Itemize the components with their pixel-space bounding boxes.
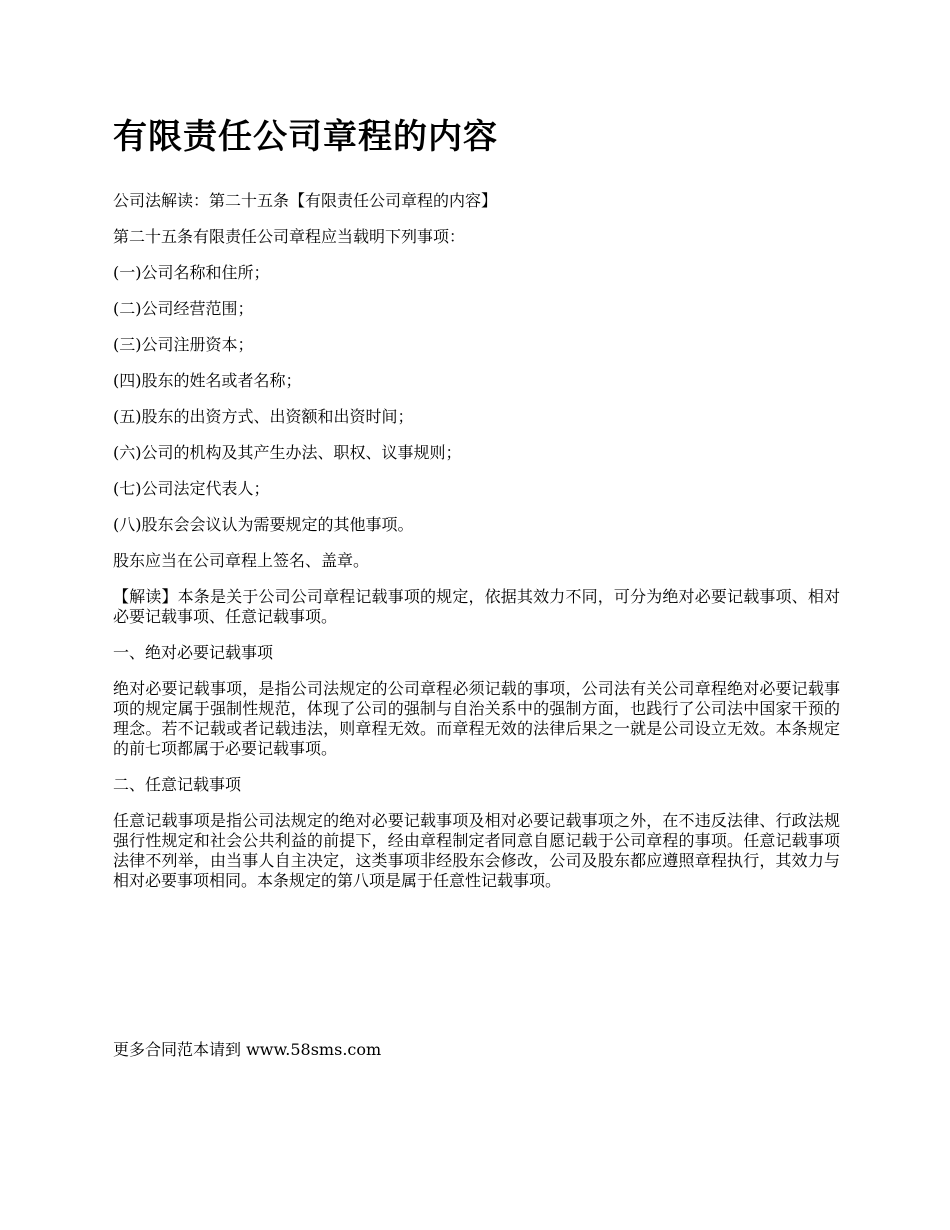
paragraph-interpretation: 【解读】本条是关于公司公司章程记载事项的规定，依据其效力不同，可分为绝对必要记载事项、相对必要记载事项、任意记载事项。 bbox=[113, 587, 840, 626]
list-item-4: (四)股东的姓名或者名称； bbox=[113, 371, 302, 390]
list-item-3: (三)公司注册资本； bbox=[113, 335, 254, 354]
section-heading-optional: 二、任意记载事项 bbox=[113, 775, 242, 794]
document-body bbox=[113, 112, 840, 907]
footer-note: 更多合同范本请到 www.58sms.com bbox=[113, 1040, 382, 1059]
paragraph-intro: 公司法解读：第二十五条【有限责任公司章程的内容】 bbox=[113, 191, 498, 210]
list-item-2: (二)公司经营范围； bbox=[113, 299, 254, 318]
paragraph-optional: 任意记载事项是指公司法规定的绝对必要记载事项及相对必要记载事项之外，在不违反法律、行政法规强行性规定和社会公共利益的前提下，经由章程制定者同意自愿记载于公司章程的事项。任意记载事项法律不列举，由当事人自主决定，这类事项非经股东会修改，公司及股东都应遵照章程执行，其效力与相对必要事项相同。本条规定的第八项是属于任意性记载事项。 bbox=[113, 811, 840, 890]
list-item-5: (五)股东的出资方式、出资额和出资时间； bbox=[113, 407, 414, 426]
paragraph-mandatory: 绝对必要记载事项，是指公司法规定的公司章程必须记载的事项，公司法有关公司章程绝对必要记载事项的规定属于强制性规范，体现了公司的强制与自治关系中的强制方面，也践行了公司法中国家干预的理念。若不记载或者记载违法，则章程无效。而章程无效的法律后果之一就是公司设立无效。本条规定的前七项都属于必要记载事项。 bbox=[113, 679, 840, 758]
list-item-7: (七)公司法定代表人； bbox=[113, 479, 270, 498]
list-item-8: (八)股东会会议认为需要规定的其他事项。 bbox=[113, 515, 414, 534]
list-item-6: (六)公司的机构及其产生办法、职权、议事规则； bbox=[113, 443, 462, 462]
list-item-1: (一)公司名称和住所； bbox=[113, 263, 270, 282]
document-title: 有限责任公司章程的内容 bbox=[113, 117, 498, 157]
paragraph-article-25: 第二十五条有限责任公司章程应当载明下列事项： bbox=[113, 227, 466, 246]
paragraph-signature: 股东应当在公司章程上签名、盖章。 bbox=[113, 551, 370, 570]
section-heading-mandatory: 一、绝对必要记载事项 bbox=[113, 643, 274, 662]
